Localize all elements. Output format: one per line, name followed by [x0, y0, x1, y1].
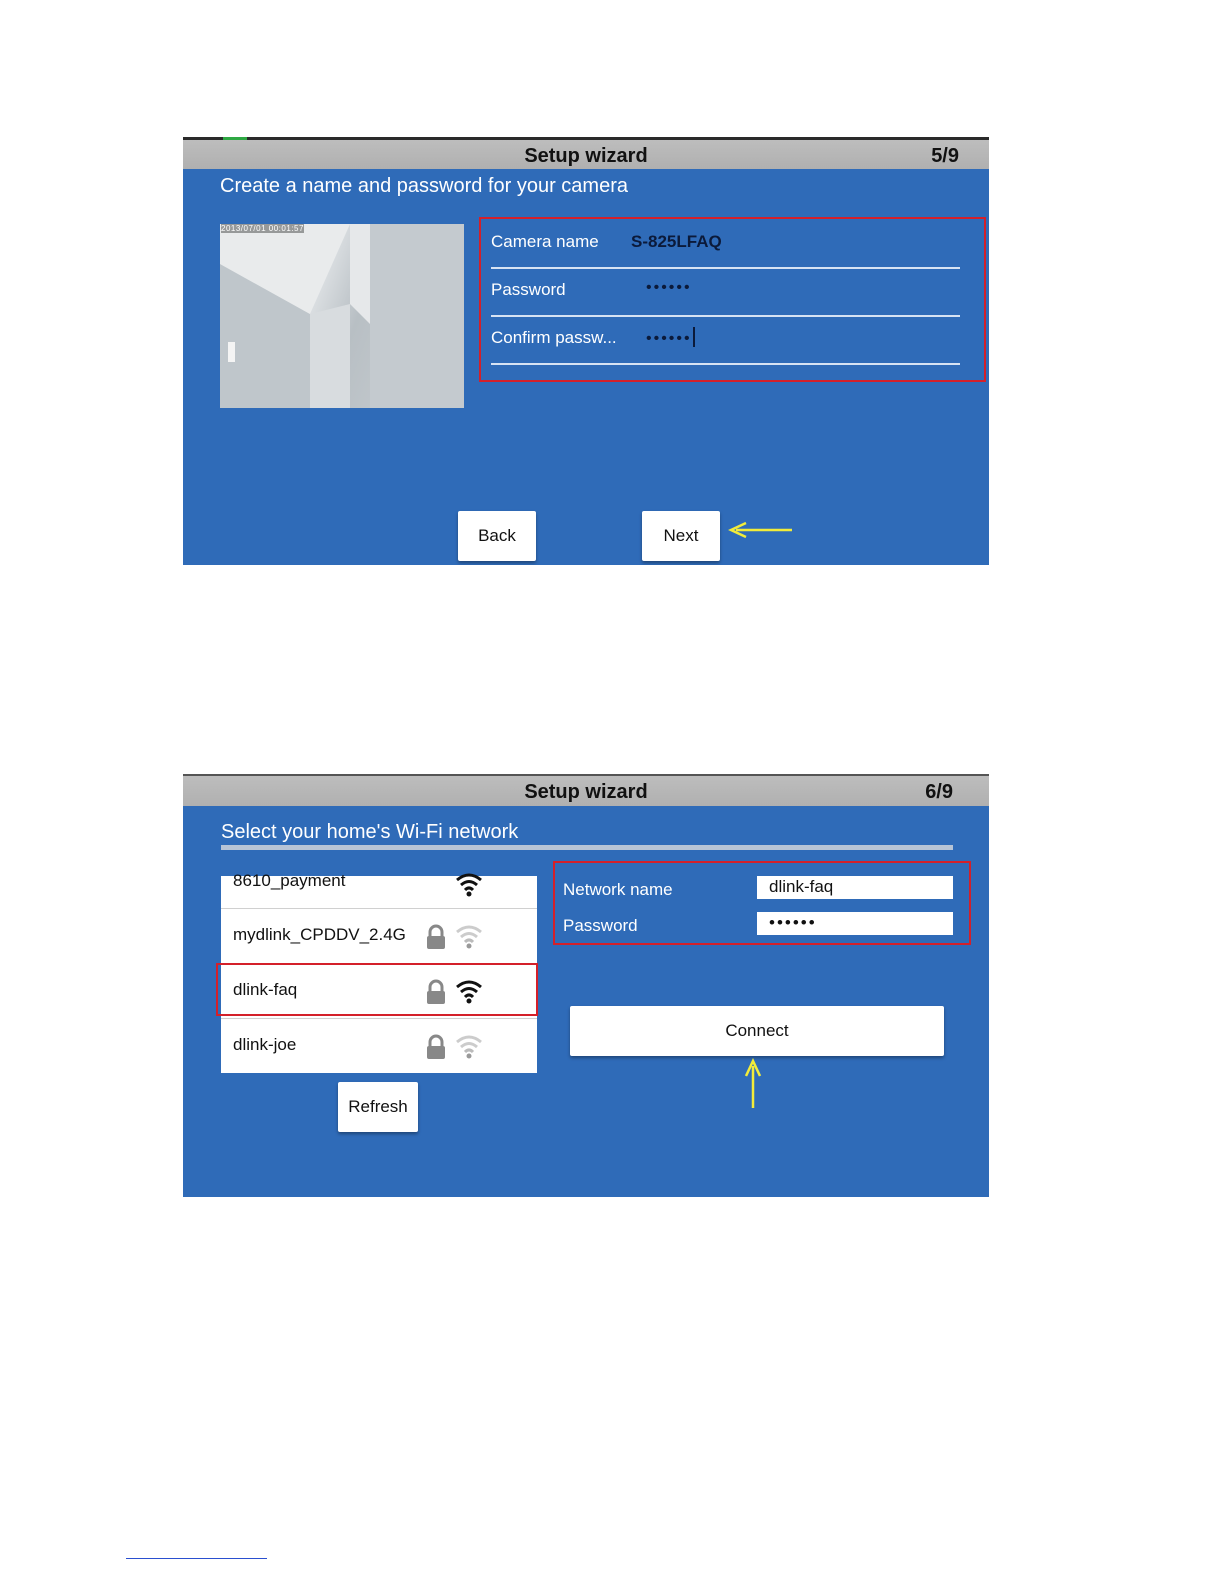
password-label: Password	[563, 916, 638, 935]
camera-preview-image	[220, 224, 464, 408]
text-cursor	[693, 327, 695, 347]
wizard-title: Setup wizard	[524, 145, 648, 167]
lock-icon	[425, 924, 447, 950]
network-name: mydlink_CPDDV_2.4G	[233, 925, 406, 944]
password-row[interactable]	[491, 267, 960, 317]
confirm-password-label: Confirm passw...	[491, 328, 617, 347]
preview-timestamp: 2013/07/01 00:01:57	[221, 224, 304, 233]
arrow-pointer-icon	[743, 1058, 763, 1110]
camera-name-row[interactable]	[491, 219, 960, 269]
arrow-pointer-icon	[726, 520, 796, 540]
selected-network-highlight	[216, 963, 538, 1016]
setup-wizard-step5-screen	[183, 137, 989, 565]
credentials-highlight-box	[479, 217, 986, 382]
password-input[interactable]: ••••••	[646, 279, 692, 296]
list-item[interactable]	[221, 871, 537, 909]
title-bar	[183, 137, 989, 169]
network-name-input[interactable]: dlink-faq	[757, 876, 953, 899]
wizard-title: Setup wizard	[524, 781, 648, 803]
setup-wizard-step6-screen	[183, 774, 989, 1197]
title-bar	[183, 774, 989, 806]
network-credentials-highlight	[553, 861, 971, 945]
confirm-password-input[interactable]	[646, 327, 695, 348]
network-name: 8610_payment	[233, 871, 346, 890]
wifi-weak-icon	[455, 1032, 483, 1060]
network-name-label: Network name	[563, 880, 673, 899]
page-heading: Create a name and password for your camera	[220, 175, 628, 197]
heading-divider	[221, 845, 953, 850]
back-button[interactable]: Back	[458, 511, 536, 561]
step-indicator: 6/9	[925, 781, 953, 803]
connect-button[interactable]: Connect	[570, 1006, 944, 1056]
camera-preview-scene	[220, 224, 464, 408]
password-label: Password	[491, 280, 566, 299]
page-heading: Select your home's Wi-Fi network	[221, 821, 519, 843]
wifi-weak-icon	[455, 922, 483, 950]
confirm-password-row[interactable]	[491, 315, 960, 365]
lock-icon	[425, 1034, 447, 1060]
list-item[interactable]	[221, 1019, 537, 1073]
footnote-divider	[126, 1558, 267, 1559]
network-name: dlink-faq	[233, 980, 298, 999]
wifi-strong-icon	[455, 870, 483, 898]
confirm-password-value: ••••••	[646, 330, 692, 347]
step-indicator: 5/9	[931, 145, 959, 167]
network-name: dlink-joe	[233, 1035, 297, 1054]
status-indicator	[223, 137, 247, 140]
password-input[interactable]: ••••••	[757, 912, 953, 935]
list-item[interactable]	[221, 909, 537, 964]
next-button[interactable]: Next	[642, 511, 720, 561]
refresh-button[interactable]: Refresh	[338, 1082, 418, 1132]
camera-name-label: Camera name	[491, 232, 599, 251]
camera-name-input[interactable]: S-825LFAQ	[631, 232, 722, 251]
